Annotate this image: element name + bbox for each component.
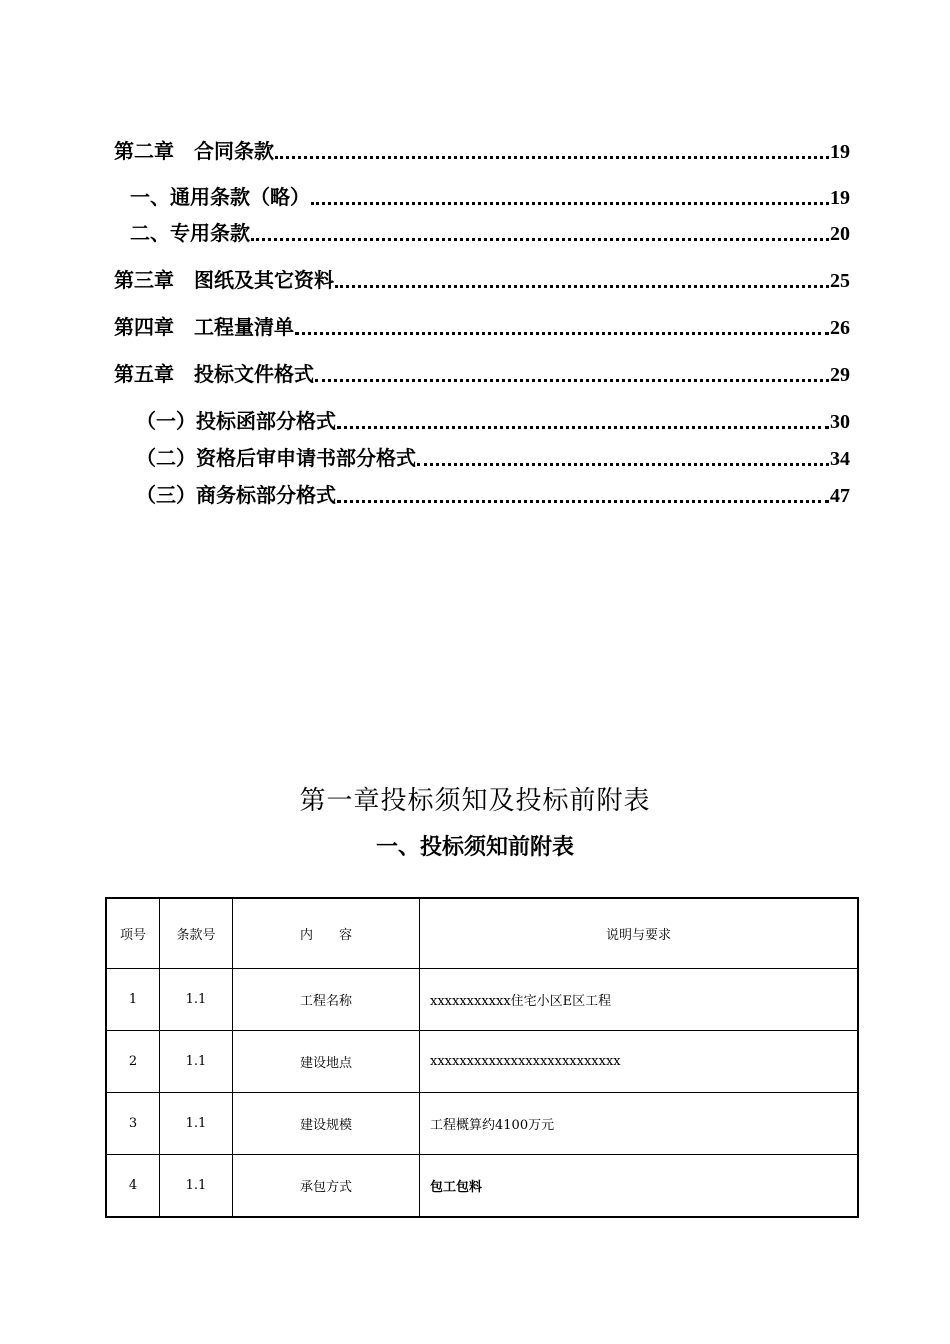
toc-entry[interactable]	[114, 216, 850, 246]
toc-leader-dots	[251, 237, 829, 241]
toc-entry-label: 第三章 图纸及其它资料	[114, 268, 334, 292]
toc-entry-label: 第二章 合同条款	[114, 139, 274, 163]
toc-entry-label: （二）资格后审申请书部分格式	[136, 446, 416, 470]
cell-content: 建设地点	[233, 1031, 420, 1093]
toc-entry[interactable]	[114, 263, 850, 293]
toc-entry[interactable]	[114, 357, 850, 387]
toc-entry-page: 47	[830, 485, 850, 507]
cell-content: 承包方式	[233, 1155, 420, 1218]
toc-leader-dots	[311, 201, 829, 205]
table-row	[106, 1155, 858, 1218]
toc-leader-dots	[315, 378, 829, 382]
cell-requirements: xxxxxxxxxxxxxxxxxxxxxxxxxx	[420, 1031, 859, 1093]
table-row	[106, 1093, 858, 1155]
toc-entry-page: 30	[830, 411, 850, 433]
toc-entry-label: 第五章 投标文件格式	[114, 362, 314, 386]
toc-entry-page: 29	[830, 364, 850, 386]
cell-requirements: 工程概算约4100万元	[420, 1093, 859, 1155]
header-content: 内 容	[233, 898, 420, 969]
bid-attachment-table	[105, 897, 859, 1218]
cell-item-no: 2	[106, 1031, 160, 1093]
toc-leader-dots	[335, 284, 829, 288]
table-of-contents	[114, 130, 850, 508]
header-requirements: 说明与要求	[420, 898, 859, 969]
table-row	[106, 969, 858, 1031]
toc-leader-dots	[337, 499, 829, 503]
toc-entry[interactable]	[114, 134, 850, 164]
chapter-title: 第一章投标须知及投标前附表	[299, 786, 651, 816]
toc-leader-dots	[337, 425, 829, 429]
toc-leader-dots	[295, 331, 829, 335]
toc-entry[interactable]	[114, 478, 850, 508]
toc-leader-dots	[417, 462, 829, 466]
header-item-no: 项号	[106, 898, 160, 969]
toc-entry[interactable]	[114, 441, 850, 471]
table-row	[106, 1031, 858, 1093]
cell-item-no: 4	[106, 1155, 160, 1218]
cell-content: 建设规模	[233, 1093, 420, 1155]
toc-entry-label: （三）商务标部分格式	[136, 483, 336, 507]
cell-item-no: 1	[106, 969, 160, 1031]
toc-entry-page: 25	[830, 270, 850, 292]
toc-entry-page: 20	[830, 223, 850, 245]
toc-entry-label: 第四章 工程量清单	[114, 315, 294, 339]
cell-clause-no: 1.1	[160, 1093, 233, 1155]
toc-entry-page: 19	[830, 187, 850, 209]
toc-entry-label: 一、通用条款（略）	[130, 185, 310, 209]
toc-entry[interactable]	[114, 404, 850, 434]
toc-leader-dots	[275, 155, 829, 159]
cell-clause-no: 1.1	[160, 969, 233, 1031]
table-header-row	[106, 898, 858, 969]
cell-requirements: 包工包料	[420, 1155, 859, 1218]
toc-entry-page: 34	[830, 448, 850, 470]
toc-entry[interactable]	[114, 310, 850, 340]
cell-item-no: 3	[106, 1093, 160, 1155]
toc-entry-label: （一）投标函部分格式	[136, 409, 336, 433]
toc-entry-page: 19	[830, 141, 850, 163]
toc-entry[interactable]	[114, 180, 850, 210]
section-title: 一、投标须知前附表	[375, 834, 574, 860]
toc-entry-page: 26	[830, 317, 850, 339]
cell-requirements: xxxxxxxxxxx住宅小区E区工程	[420, 969, 859, 1031]
toc-entry-label: 二、专用条款	[130, 221, 250, 245]
cell-clause-no: 1.1	[160, 1155, 233, 1218]
cell-content: 工程名称	[233, 969, 420, 1031]
cell-clause-no: 1.1	[160, 1031, 233, 1093]
header-clause-no: 条款号	[160, 898, 233, 969]
